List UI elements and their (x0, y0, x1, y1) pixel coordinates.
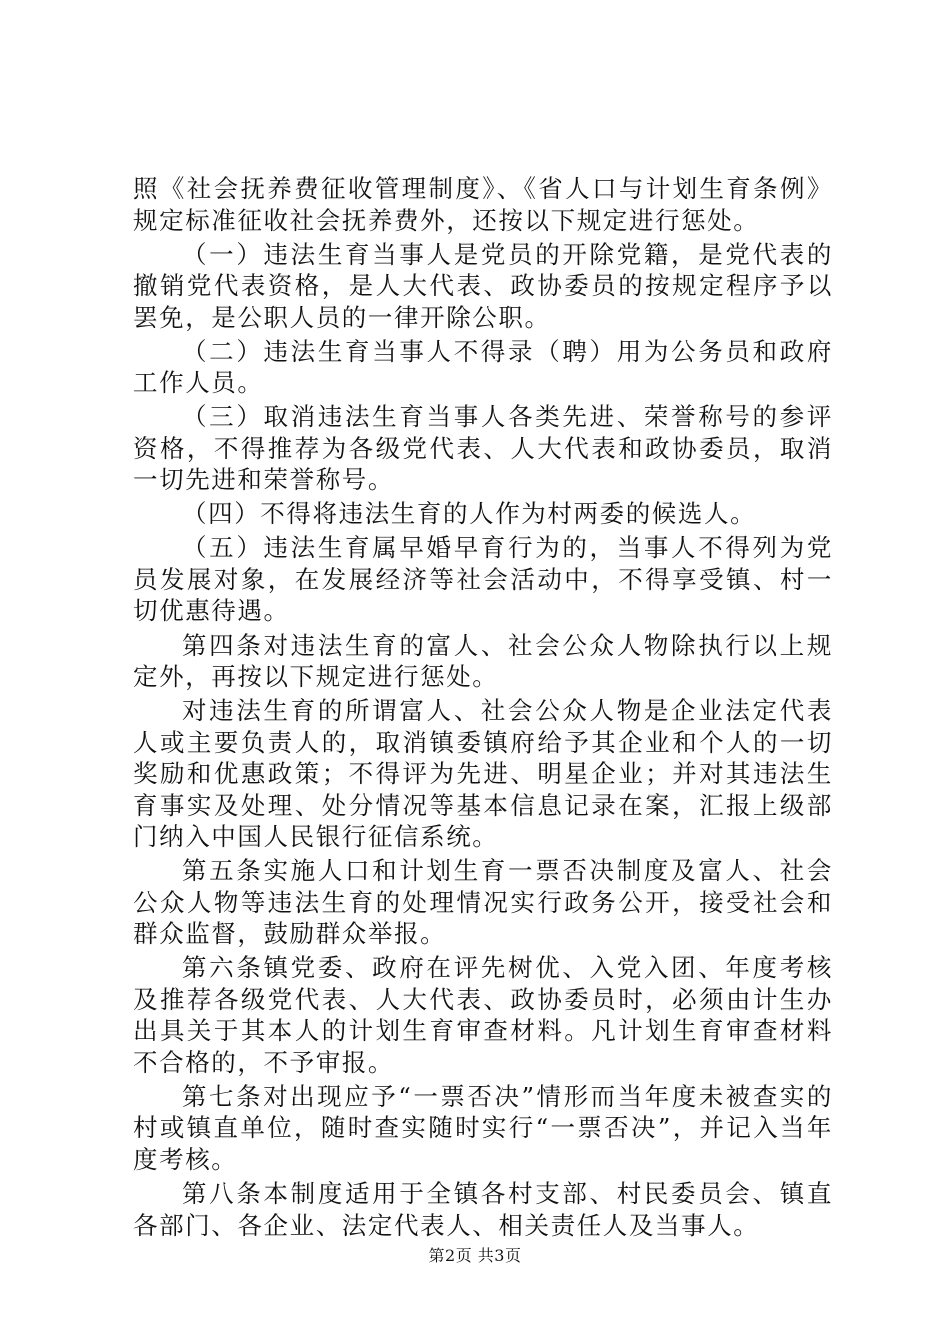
paragraph-item-5: （五）违法生育属早婚早育行为的，当事人不得列为党员发展对象，在发展经济等社会活动中，不得享受镇、村一切优惠待遇。 (133, 533, 833, 626)
paragraph-item-1: （一）违法生育当事人是党员的开除党籍，是党代表的撤销党代表资格，是人大代表、政协委员的按规定程序予以罢免，是公职人员的一律开除公职。 (133, 239, 833, 332)
paragraph-article-4: 第四条对违法生育的富人、社会公众人物除执行以上规定外，再按以下规定进行惩处。 (133, 630, 833, 692)
paragraph-item-2: （二）违法生育当事人不得录（聘）用为公务员和政府工作人员。 (133, 336, 833, 398)
paragraph-item-3: （三）取消违法生育当事人各类先进、荣誉称号的参评资格，不得推荐为各级党代表、人大代表和政协委员，取消一切先进和荣誉称号。 (133, 402, 833, 495)
paragraph-article-8: 第八条本制度适用于全镇各村支部、村民委员会、镇直各部门、各企业、法定代表人、相关责任人及当事人。 (133, 1179, 833, 1240)
paragraph-item-4: （四）不得将违法生育的人作为村两委的候选人。 (182, 499, 757, 529)
document-body (133, 173, 833, 1244)
paragraph-article-6: 第六条镇党委、政府在评先树优、入党入团、年度考核及推荐各级党代表、人大代表、政协委员时，必须由计生办出具关于其本人的计划生育审查材料。凡计划生育审查材料不合格的，不予审报。 (133, 953, 833, 1077)
paragraph-article-7: 第七条对出现应予“一票否决”情形而当年度未被查实的村或镇直单位，随时查实随时实行“一票否决”，并记入当年度考核。 (133, 1081, 833, 1174)
page-number-footer: 第2页 共3页 (428, 1246, 522, 1265)
paragraph-article-5: 第五条实施人口和计划生育一票否决制度及富人、社会公众人物等违法生育的处理情况实行政务公开，接受社会和群众监督，鼓励群众举报。 (133, 856, 833, 949)
paragraph-article-4-detail: 对违法生育的所谓富人、社会公众人物是企业法定代表人或主要负责人的，取消镇委镇府给予其企业和个人的一切奖励和优惠政策；不得评为先进、明星企业；并对其违法生育事实及处理、处分情况等基本信息记录在案，汇报上级部门纳入中国人民银行征信系统。 (133, 696, 833, 852)
paragraph-penalty-intro: 照《社会抚养费征收管理制度》、《省人口与计划生育条例》规定标准征收社会抚养费外，还按以下规定进行惩处。 (133, 174, 833, 235)
